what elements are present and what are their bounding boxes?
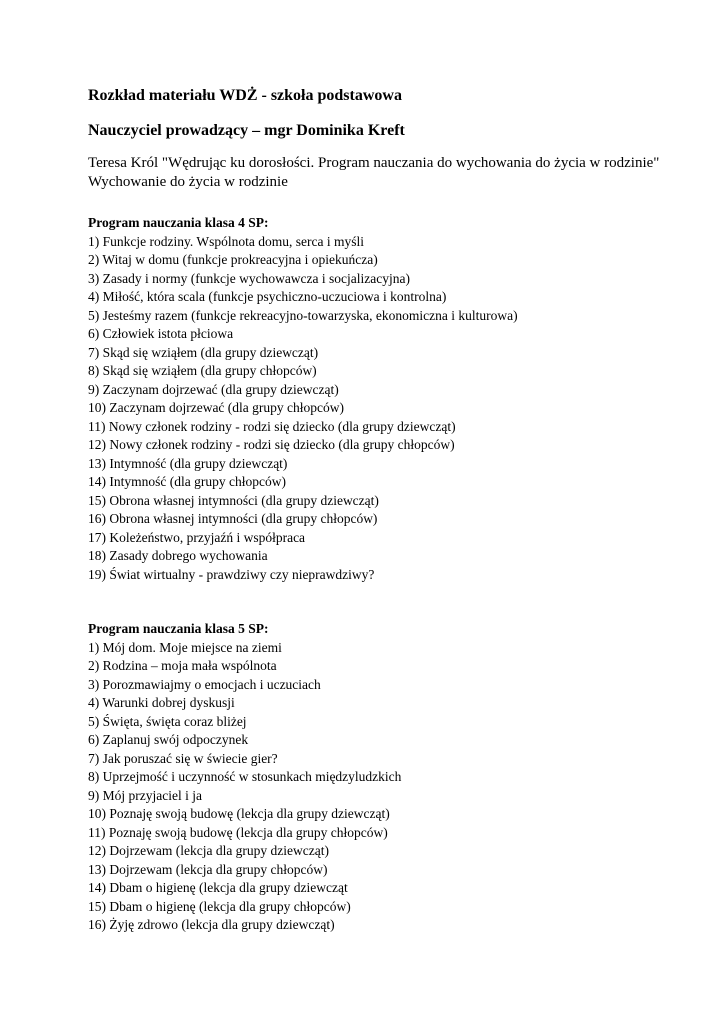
list-item: 5) Święta, święta coraz bliżej (88, 713, 247, 729)
list-item: 19) Świat wirtualny - prawdziwy czy nieprawdziwy? (88, 566, 375, 582)
subject-line: Wychowanie do życia w rodzinie (88, 174, 288, 190)
list-item: 13) Intymność (dla grupy dziewcząt) (88, 455, 288, 471)
list-item: 5) Jesteśmy razem (funkcje rekreacyjno-towarzyska, ekonomiczna i kulturowa) (88, 307, 518, 323)
list-item: 10) Poznaję swoją budowę (lekcja dla grupy dziewcząt) (88, 806, 390, 821)
class4-heading: Program nauczania klasa 4 SP: (88, 215, 269, 230)
list-item: 9) Mój przyjaciel i ja (88, 787, 202, 803)
list-item: 12) Nowy członek rodziny - rodzi się dziecko (dla grupy chłopców) (88, 437, 455, 452)
list-item: 1) Funkcje rodziny. Wspólnota domu, serca i myśli (88, 233, 364, 249)
list-item: 12) Dojrzewam (lekcja dla grupy dziewcząt) (88, 843, 330, 858)
list-item: 2) Witaj w domu (funkcje prokreacyjna i opiekuńcza) (88, 252, 378, 267)
list-item: 2) Rodzina – moja mała wspólnota (88, 658, 277, 673)
document-title: Rozkład materiału WDŻ - szkoła podstawowa (88, 87, 402, 104)
list-item: 4) Miłość, która scala (funkcje psychiczno-uczuciowa i kontrolna) (88, 289, 447, 304)
list-item: 11) Poznaję swoją budowę (lekcja dla grupy chłopców) (88, 824, 388, 840)
document-page (88, 86, 688, 935)
list-item: 3) Porozmawiajmy o emocjach i uczuciach (88, 676, 321, 692)
list-item: 11) Nowy członek rodziny - rodzi się dziecko (dla grupy dziewcząt) (88, 418, 456, 434)
list-item: 16) Obrona własnej intymności (dla grupy chłopców) (88, 511, 378, 526)
list-item: 7) Skąd się wziąłem (dla grupy dziewcząt) (88, 344, 319, 360)
teacher-line: Nauczyciel prowadzący – mgr Dominika Kreft (88, 122, 405, 139)
list-item: 14) Intymność (dla grupy chłopców) (88, 474, 286, 489)
list-item: 6) Zaplanuj swój odpoczynek (88, 732, 249, 747)
list-item: 8) Uprzejmość i uczynność w stosunkach międzyludzkich (88, 769, 402, 784)
list-item: 16) Żyję zdrowo (lekcja dla grupy dziewcząt) (88, 917, 335, 932)
list-item: 15) Dbam o higienę (lekcja dla grupy chłopców) (88, 898, 351, 914)
list-item: 4) Warunki dobrej dyskusji (88, 695, 235, 710)
list-item: 1) Mój dom. Moje miejsce na ziemi (88, 639, 282, 655)
list-item: 10) Zaczynam dojrzewać (dla grupy chłopców) (88, 400, 345, 415)
list-item: 18) Zasady dobrego wychowania (88, 548, 268, 563)
program-source: Teresa Król "Wędrując ku dorosłości. Program nauczania do wychowania do życia w rodzinie" (88, 155, 660, 171)
list-item: 7) Jak poruszać się w świecie gier? (88, 750, 278, 766)
list-item: 14) Dbam o higienę (lekcja dla grupy dziewcząt (88, 880, 348, 895)
class5-heading: Program nauczania klasa 5 SP: (88, 621, 269, 636)
list-item: 8) Skąd się wziąłem (dla grupy chłopców) (88, 363, 317, 378)
class4-section (88, 214, 688, 584)
list-item: 17) Koleżeństwo, przyjaźń i współpraca (88, 529, 306, 545)
class4-list (88, 233, 688, 585)
list-item: 6) Człowiek istota płciowa (88, 326, 234, 341)
list-item: 9) Zaczynam dojrzewać (dla grupy dziewcząt) (88, 381, 339, 397)
list-item: 15) Obrona własnej intymności (dla grupy dziewcząt) (88, 492, 379, 508)
list-item: 3) Zasady i normy (funkcje wychowawcza i socjalizacyjna) (88, 270, 410, 286)
class5-section (88, 620, 688, 935)
list-item: 13) Dojrzewam (lekcja dla grupy chłopców) (88, 861, 328, 877)
class5-list (88, 639, 688, 935)
